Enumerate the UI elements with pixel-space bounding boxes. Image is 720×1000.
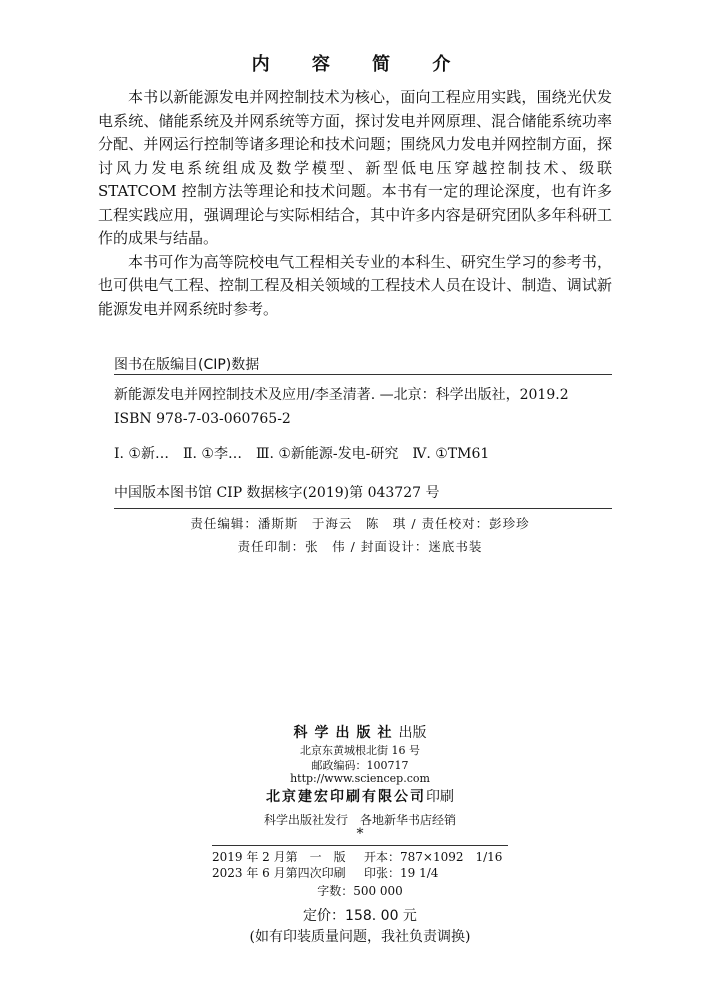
summary-paragraph-2: 本书可作为高等院校电气工程相关专业的本科生、研究生学习的参考书，也可供电气工程、控制工程及相关领域的工程技术人员在设计、制造、调试新能源发电并网系统时参考。 xyxy=(98,252,612,318)
credits-line-1: 责任编辑：潘斯斯 于海云 陈 琪 / 责任校对：彭珍珍 xyxy=(190,516,530,531)
publisher-line xyxy=(0,722,720,742)
publisher-suffix: 出版 xyxy=(398,725,427,741)
spec-edition: 2019 年 2 月第 一 版 xyxy=(212,850,346,864)
spec-printing: 2023 年 6 月第四次印刷 xyxy=(212,866,346,880)
spec-format: 开本：787×1092 1/16 xyxy=(364,850,503,864)
cip-classification: Ⅰ. ①新… Ⅱ. ①李… Ⅲ. ①新能源-发电-研究 Ⅳ. ①TM61 xyxy=(114,446,490,462)
book-summary xyxy=(98,86,612,321)
page-title: 内 容 简 介 xyxy=(251,54,469,75)
spec-words: 字数：500 000 xyxy=(317,884,403,898)
cip-record-number: 中国版本图书馆 CIP 数据核字(2019)第 043727 号 xyxy=(114,485,440,501)
cip-top-rule xyxy=(114,374,612,375)
distribution-line: 科学出版社发行 各地新华书店经销 xyxy=(263,813,456,827)
price: 定价：158. 00 元 xyxy=(303,908,417,924)
publisher-name: 科学出版社 xyxy=(293,725,399,741)
separator-star: * xyxy=(356,826,364,842)
cip-bottom-rule xyxy=(114,508,612,509)
spec-sheets: 印张：19 1/4 xyxy=(364,866,439,880)
summary-paragraph-1: 本书以新能源发电并网控制技术为核心，面向工程应用实践，围绕光伏发电系统、储能系统及并网系统等方面，探讨发电并网原理、混合储能系统功率分配、并网运行控制等诸多理论和技术问题；围绕风力发电并网控制方面，探讨风力发电系统组成及数学模型、新型低电压穿越控制技术、级联 STATCOM 控制方法等理论和技术问题。本书有一定的理论深度，也有许多工程实践应用，强调理论与实际相结合，其中许多内容是研究团队多年科研工作的成果与结晶。 xyxy=(98,88,612,247)
cip-heading: 图书在版编目(CIP)数据 xyxy=(114,357,260,373)
specs-top-rule xyxy=(212,845,508,846)
quality-note: (如有印装质量问题，我社负责调换) xyxy=(249,929,471,945)
publisher-address: 北京东黄城根北街 16 号 xyxy=(300,744,420,757)
printer-suffix: 印刷 xyxy=(426,789,454,805)
publisher-postcode: 邮政编码：100717 xyxy=(311,759,409,772)
cip-bibliographic-line: 新能源发电并网控制技术及应用/李圣清著. —北京：科学出版社，2019.2 xyxy=(114,387,569,403)
cip-isbn: ISBN 978-7-03-060765-2 xyxy=(114,411,291,427)
publisher-url: http://www.sciencep.com xyxy=(290,772,430,785)
credits-line-2: 责任印制：张 伟 / 封面设计：迷底书装 xyxy=(237,539,483,554)
printer-line xyxy=(0,786,720,806)
printer-name: 北京建宏印刷有限公司 xyxy=(266,789,426,805)
